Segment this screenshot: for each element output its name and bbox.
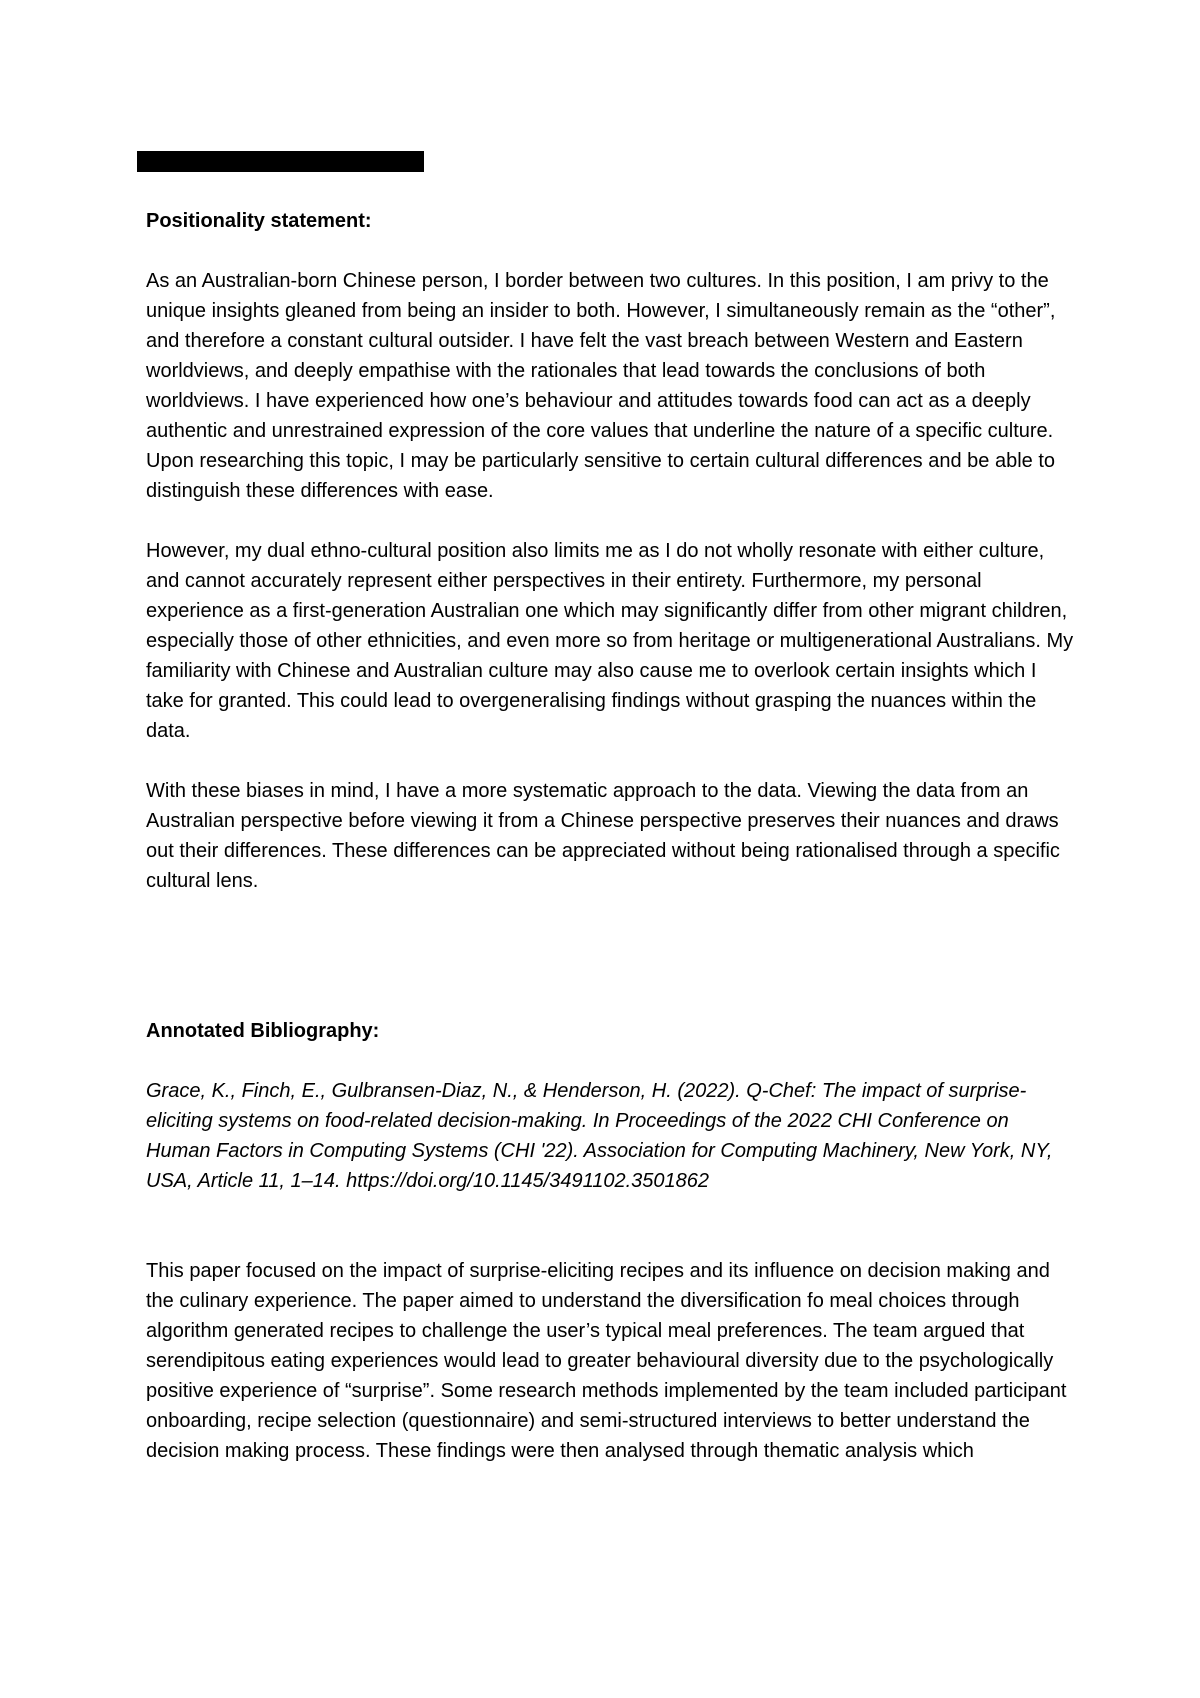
positionality-paragraph-1: As an Australian-born Chinese person, I border between two cultures. In this position, I am privy to the unique insights gleaned from being an insider to both. However, I simultaneously remain as the “other”, and therefore a constant cultural outsider. I have felt the vast breach between Western and Eastern worldviews, and deeply empathise with the rationales that lead towards the conclusions of both worldviews. I have experienced how one’s behaviour and attitudes towards food can act as a deeply authentic and unrestrained expression of the core values that underline the nature of a specific culture. Upon researching this topic, I may be particularly sensitive to certain cultural differences and be able to distinguish these differences with ease. bbox=[146, 270, 1056, 502]
redaction-bar bbox=[137, 151, 424, 172]
bibliography-heading: Annotated Bibliography: bbox=[146, 1020, 380, 1042]
positionality-heading: Positionality statement: bbox=[146, 210, 372, 232]
positionality-paragraph-3: With these biases in mind, I have a more systematic approach to the data. Viewing the data from an Australian perspective before viewing it from a Chinese perspective preserves their nuances and draws out their differences. These differences can be appreciated without being rationalised through a specific cultural lens. bbox=[146, 780, 1060, 892]
bibliography-citation: Grace, K., Finch, E., Gulbransen-Diaz, N., & Henderson, H. (2022). Q-Chef: The impact of surprise-eliciting systems on food-related decision-making. In Proceedings of the 2022 CHI Conference on Human Factors in Computing Systems (CHI '22). Association for Computing Machinery, New York, NY, USA, Article 11, 1–14. https://doi.org/10.1145/3491102.3501862 bbox=[146, 1080, 1053, 1192]
bibliography-annotation: This paper focused on the impact of surprise-eliciting recipes and its influence on decision making and the culinary experience. The paper aimed to understand the diversification fo meal choices through algorithm generated recipes to challenge the user’s typical meal preferences. The team argued that serendipitous eating experiences would lead to greater behavioural diversity due to the psychologically positive experience of “surprise”. Some research methods implemented by the team included participant onboarding, recipe selection (questionnaire) and semi-structured interviews to better understand the decision making process. These findings were then analysed through thematic analysis which bbox=[146, 1260, 1067, 1462]
document-body bbox=[146, 206, 1076, 1466]
positionality-paragraph-2: However, my dual ethno-cultural position also limits me as I do not wholly resonate with either culture, and cannot accurately represent either perspectives in their entirety. Furthermore, my personal experience as a first-generation Australian one which may significantly differ from other migrant children, especially those of other ethnicities, and even more so from heritage or multigenerational Australians. My familiarity with Chinese and Australian culture may also cause me to overlook certain insights which I take for granted. This could lead to overgeneralising findings without grasping the nuances within the data. bbox=[146, 540, 1074, 742]
